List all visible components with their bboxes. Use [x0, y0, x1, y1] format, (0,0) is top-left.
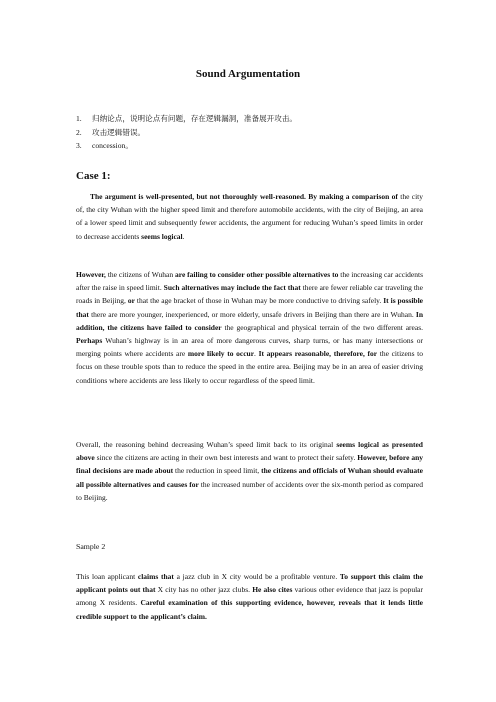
text-run: the increasing car accidents after the raise in speed limit. [76, 270, 423, 293]
text-run: the city of, the city Wuhan with the higher speed limit and therefore automobile accidents, with the city of Beijing, an area of a lower speed limit and subsequently fewer accidents, the argument for reducing Wuhan’s speed limits in order to decrease accidents [76, 192, 423, 241]
text-run: are failing to consider other possible alternatives to [175, 270, 339, 279]
text-run: However, before any final decisions are made about [76, 453, 423, 476]
text-run: Such alternatives may include the fact that [163, 283, 301, 293]
text-run: claims that [137, 572, 174, 581]
sample2-heading: Sample 2 [76, 542, 106, 551]
list-item: 1. 归纳论点，说明论点有问题，存在逻辑漏洞，准备展开攻击。 [76, 114, 298, 123]
text-run: However, [76, 270, 106, 279]
text-run: there are fewer reliable car traveling the roads in Beijing, [76, 283, 423, 306]
text-run: It appears reasonable, therefore, for [258, 349, 378, 359]
sample2-paragraph-1 [76, 570, 423, 623]
text-run: the reduction in speed limit, [173, 466, 262, 476]
text-run: the citizens and officials of Wuhan should evaluate all possible alternatives and causes for [76, 466, 423, 489]
text-run: Perhaps [76, 336, 103, 346]
text-run: seems logical [141, 231, 183, 241]
notes-list [76, 112, 297, 153]
case1-paragraph-1 [76, 190, 423, 243]
list-item: 3. concession。 [76, 141, 133, 150]
text-run: Careful examination of this supporting evidence, however, reveals that it lends little credible support to the applicant’s claim. [76, 598, 424, 621]
text-run: a jazz club in X city would be a profitable venture. [173, 572, 340, 581]
text-run: It is possible that [76, 296, 423, 319]
text-run: . [182, 231, 185, 241]
text-run: the increased number of accidents over the six-month period as compared to Beijing. [76, 479, 423, 502]
case1-paragraph-2 [76, 268, 423, 387]
text-run: since the citizens are acting in their own best interests and want to protect their safety. [94, 453, 358, 463]
text-run: To support this claim the applicant points out that [76, 572, 423, 595]
text-run: the citizens of Wuhan [105, 270, 175, 279]
text-run: the geographical and physical terrain of the two different areas. [221, 322, 423, 332]
text-run: there are more younger, inexperienced, or more elderly, unsafe drivers in Beijing than there are in Wuhan. [88, 309, 416, 319]
case1-paragraph-3 [76, 438, 423, 504]
text-run: Wuhan’s highway is in an area of more dangerous curves, sharp turns, or has many intersections or merging points where accidents are [76, 336, 423, 359]
text-run: He also cites [252, 585, 293, 595]
text-run: In addition, the citizens have failed to consider [76, 309, 423, 332]
text-run: more likely to occur [187, 349, 255, 359]
text-run: the citizens to focus on these trouble spots than to reduce the speed in the entire area. Beijing may be in an area of easier driving conditions where accidents are less likely to occur regardless of the speed limit. [76, 349, 424, 385]
text-run: or [127, 296, 135, 306]
text-run: seems logical as presented above [76, 440, 423, 463]
text-run: X city has no other jazz clubs. [155, 585, 253, 595]
list-item: 2. 攻击逻辑错误。 [76, 127, 146, 137]
case1-heading: Case 1: [76, 170, 111, 182]
text-run: Overall, the reasoning behind decreasing Wuhan’s speed limit back to its original [76, 440, 337, 449]
text-run: This loan applicant [76, 572, 138, 581]
text-run: . [254, 349, 259, 359]
text-run: various other evidence that jazz is popular among X residents. [76, 585, 423, 608]
page-title: Sound Argumentation [195, 68, 301, 80]
text-run: The argument is well-presented, but not thoroughly well-reasoned. By making a comparison of [90, 192, 398, 201]
text-run: that the age bracket of those in Wuhan may be more conductive to driving safely. [134, 296, 384, 306]
